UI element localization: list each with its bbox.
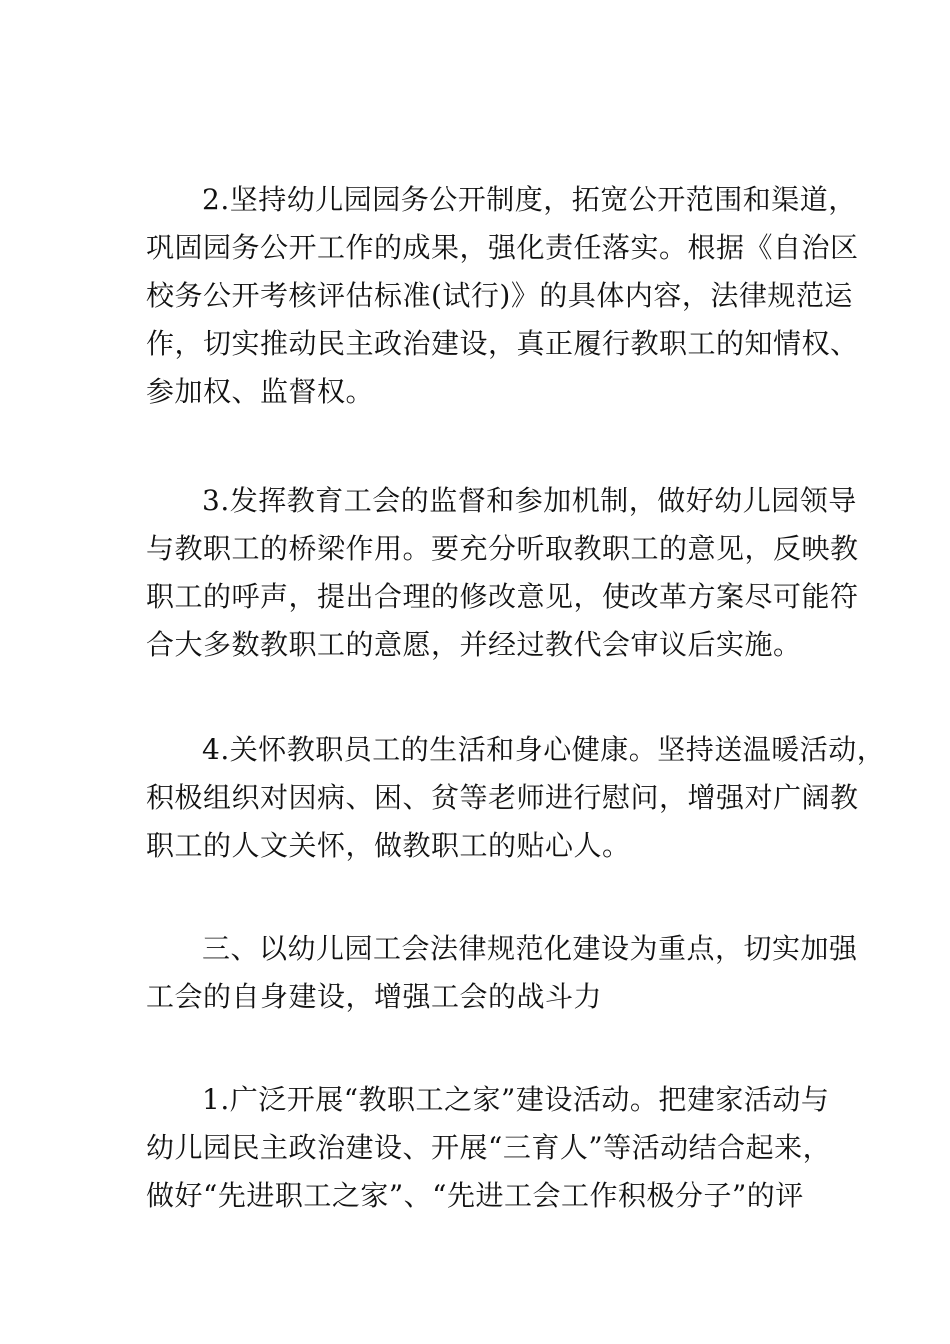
heading-line: 三、以幼儿园工会法律规范化建设为重点，切实加强 [202, 932, 858, 965]
paragraph-line: 合大多数教职工的意愿，并经过教代会审议后实施。 [146, 628, 802, 661]
section-heading-3 [146, 925, 858, 1021]
paragraph-line: 做好“先进职工之家”、“先进工会工作积极分子”的评 [146, 1179, 804, 1212]
paragraph-item-1 [146, 1076, 832, 1220]
paragraph-line: 与教职工的桥梁作用。要充分听取教职工的意见，反映教 [146, 532, 859, 565]
heading-line: 工会的自身建设，增强工会的战斗力 [146, 980, 603, 1013]
paragraph-item-2 [146, 176, 859, 416]
paragraph-line: 积极组织对因病、困、贫等老师进行慰问，增强对广阔教 [146, 781, 859, 814]
paragraph-line: 幼儿园民主政治建设、开展“三育人”等活动结合起来， [146, 1131, 832, 1164]
paragraph-line: 职工的人文关怀，做教职工的贴心人。 [146, 829, 631, 862]
paragraph-line: 参加权、监督权。 [146, 375, 375, 408]
paragraph-line: 作，切实推动民主政治建设，真正履行教职工的知情权、 [146, 327, 859, 360]
paragraph-line: 3.发挥教育工会的监督和参加机制，做好幼儿园领导 [202, 484, 857, 517]
paragraph-line: 校务公开考核评估标准(试行)》的具体内容，法律规范运 [146, 279, 853, 312]
paragraph-item-4 [146, 726, 886, 870]
paragraph-line: 1.广泛开展“教职工之家”建设活动。把建家活动与 [202, 1083, 830, 1116]
paragraph-line: 巩固园务公开工作的成果，强化责任落实。根据《自治区 [146, 231, 859, 264]
paragraph-line: 职工的呼声，提出合理的修改意见，使改革方案尽可能符 [146, 580, 859, 613]
paragraph-line: 2.坚持幼儿园园务公开制度，拓宽公开范围和渠道， [202, 183, 857, 216]
paragraph-item-3 [146, 477, 859, 669]
paragraph-line: 4.关怀教职员工的生活和身心健康。坚持送温暖活动， [202, 733, 886, 766]
